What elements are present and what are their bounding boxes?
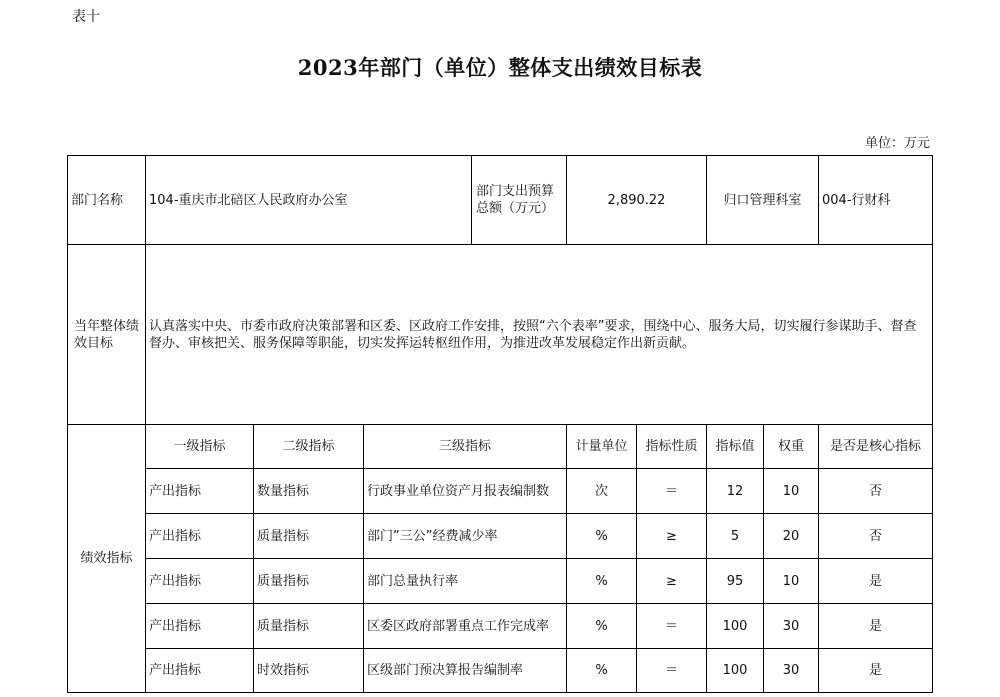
row-value: 95: [726, 573, 744, 589]
header-unit: 计量单位: [575, 439, 628, 454]
row-value: 100: [722, 618, 748, 634]
row-unit: 次: [594, 483, 608, 499]
indicators-section-label: 绩效指标: [80, 551, 133, 566]
row-level1: 产出指标: [149, 573, 202, 589]
row-weight: 30: [782, 663, 800, 678]
annual-goal-text: 认真落实中央、市委市政府决策部署和区委、区政府工作安排，按照“六个表率”要求，围绕中心、服务大局，切实履行参谋助手、督查督办、审核把关、服务保障等职能，切实发挥运转枢纽作用，为推进改革发展稳定作出新贡献。: [149, 318, 917, 351]
row-unit: %: [595, 528, 608, 544]
row-core: 否: [868, 528, 882, 544]
row-nature: ≥: [666, 528, 677, 544]
row-nature: ＝: [664, 663, 678, 678]
row-weight: 10: [782, 483, 800, 499]
row-unit: %: [595, 663, 608, 678]
row-unit: %: [595, 573, 608, 589]
header-level1: 一级指标: [173, 439, 226, 454]
header-value: 指标值: [715, 439, 755, 454]
row-nature: ＝: [664, 483, 678, 499]
table-number: 表十: [72, 9, 100, 25]
header-weight: 权重: [777, 439, 804, 454]
row-level2: 数量指标: [257, 483, 310, 499]
row-level3: 部门”三公”经费减少率: [367, 528, 498, 544]
row-level3: 行政事业单位资产月报表编制数: [367, 483, 550, 499]
row-level2: 质量指标: [257, 528, 310, 544]
row-unit: %: [595, 618, 608, 634]
row-level1: 产出指标: [149, 528, 202, 544]
row-core: 是: [868, 573, 882, 589]
row-value: 5: [730, 528, 740, 544]
row-level3: 区委区政府部署重点工作完成率: [367, 618, 550, 634]
row-nature: ≥: [666, 573, 677, 589]
page-title: 2023年部门（单位）整体支出绩效目标表: [297, 55, 703, 80]
header-nature: 指标性质: [645, 439, 698, 454]
dept-name-label: 部门名称: [71, 192, 124, 208]
row-level3: 区级部门预决算报告编制率: [367, 663, 524, 678]
row-weight: 20: [782, 528, 800, 544]
row-core: 是: [868, 663, 882, 678]
row-value: 100: [722, 663, 748, 678]
row-level2: 质量指标: [257, 618, 310, 634]
row-level1: 产出指标: [149, 618, 202, 634]
row-weight: 30: [782, 618, 800, 634]
row-weight: 10: [782, 573, 800, 589]
row-level1: 产出指标: [149, 663, 202, 678]
row-core: 是: [868, 618, 882, 634]
mgmt-dept-label: 归口管理科室: [723, 192, 802, 208]
mgmt-dept-value: 004-行财科: [822, 192, 891, 208]
row-level2: 质量指标: [257, 573, 310, 589]
unit-label: 单位：万元: [864, 136, 930, 151]
header-level2: 二级指标: [282, 439, 335, 454]
header-level3: 三级指标: [438, 439, 491, 454]
annual-goal-label: 当年整体绩效目标: [74, 318, 140, 351]
row-level2: 时效指标: [257, 663, 310, 678]
row-nature: ＝: [664, 618, 678, 634]
dept-name-value: 104-重庆市北碚区人民政府办公室: [149, 192, 348, 208]
row-core: 否: [868, 483, 882, 499]
row-value: 12: [726, 483, 744, 499]
row-level3: 部门总量执行率: [367, 573, 459, 589]
header-core: 是否是核心指标: [829, 439, 921, 454]
budget-label: 部门支出预算总额（万元）: [476, 184, 555, 216]
row-level1: 产出指标: [149, 483, 202, 499]
budget-value: 2,890.22: [607, 192, 666, 208]
